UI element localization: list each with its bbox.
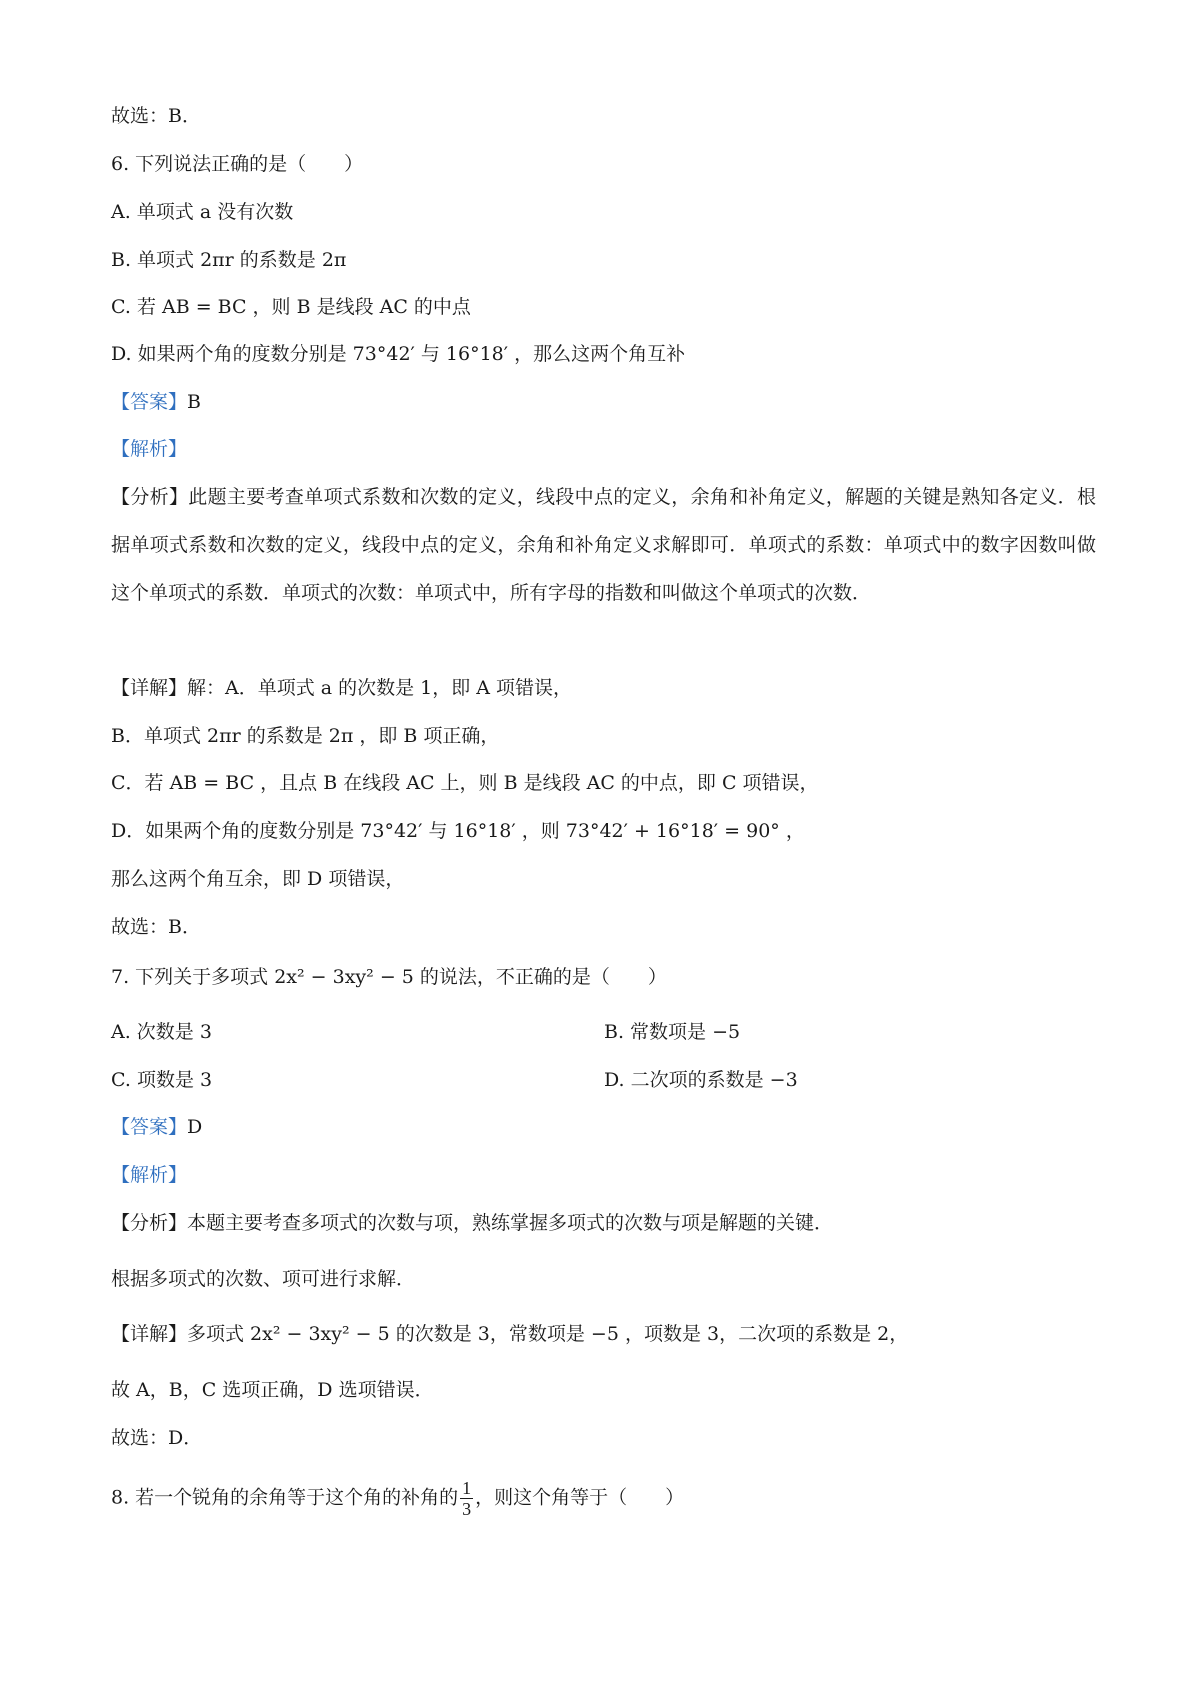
question-7-stem: 7. 下列关于多项式 2x² − 3xy² − 5 的说法，不正确的是（ ） — [111, 966, 667, 988]
question-8-stem — [111, 1478, 684, 1519]
question-8-text-pre: 8. 若一个锐角的余角等于这个角的补角的 — [111, 1486, 459, 1509]
question-6-option-a: A. 单项式 a 没有次数 — [111, 201, 294, 223]
question-6-answer — [111, 388, 201, 416]
question-7-option-d: D. 二次项的系数是 −3 — [604, 1069, 798, 1091]
question-6-stem: 6. 下列说法正确的是（ ） — [111, 153, 364, 175]
question-7-option-a: A. 次数是 3 — [111, 1021, 212, 1043]
answer-tag: 【答案】 — [111, 391, 188, 413]
question-7-option-b: B. 常数项是 −5 — [604, 1021, 741, 1043]
question-7-analysis-tag: 【解析】 — [111, 1164, 188, 1186]
question-7-detail: 【详解】多项式 2x² − 3xy² − 5 的次数是 3，常数项是 −5 ，项数是 3，二次项的系数是 2， — [111, 1323, 909, 1345]
question-6-detail-c: C．若 AB = BC ，且点 B 在线段 AC 上，则 B 是线段 AC 的中点，即 C 项错误， — [111, 772, 819, 794]
question-6-detail-d-cont: 那么这两个角互余，即 D 项错误， — [111, 868, 405, 890]
question-6-option-b: B. 单项式 2πr 的系数是 2π — [111, 249, 347, 271]
question-7-detail-cont: 故 A，B，C 选项正确，D 选项错误． — [111, 1379, 434, 1401]
fraction-one-third — [460, 1478, 473, 1519]
question-8-text-post: ，则这个角等于（ ） — [475, 1486, 685, 1509]
question-7-analysis-cont: 根据多项式的次数、项可进行求解． — [111, 1268, 416, 1290]
question-6-conclusion: 故选：B． — [111, 916, 201, 938]
question-6-analysis-tag: 【解析】 — [111, 438, 188, 460]
text-line: 故选：B． — [111, 105, 201, 127]
answer-value: B — [187, 391, 201, 413]
question-6-analysis: 【分析】此题主要考查单项式系数和次数的定义，线段中点的定义，余角和补角定义，解题的关键是熟知各定义．根据单项式系数和次数的定义，线段中点的定义，余角和补角定义求解即可．单项式的系数：单项式中的数字因数叫做这个单项式的系数．单项式的次数：单项式中，所有字母的指数和叫做这个单项式的次数． — [111, 486, 1096, 604]
question-7-conclusion: 故选：D． — [111, 1427, 203, 1449]
question-7-option-c: C. 项数是 3 — [111, 1069, 213, 1091]
question-6-detail-d: D．如果两个角的度数分别是 73°42′ 与 16°18′ ，则 73°42′ + 16°18′ = 90° ， — [111, 820, 805, 842]
question-6-option-c: C. 若 AB = BC ，则 B 是线段 AC 的中点 — [111, 296, 471, 318]
answer-tag: 【答案】 — [111, 1116, 188, 1138]
question-6-option-d: D. 如果两个角的度数分别是 73°42′ 与 16°18′ ，那么这两个角互补 — [111, 343, 686, 365]
question-7-answer — [111, 1113, 202, 1141]
question-6-detail: 【详解】解：A．单项式 a 的次数是 1，即 A 项错误， — [111, 677, 573, 699]
answer-value: D — [187, 1116, 203, 1138]
question-7-analysis: 【分析】本题主要考查多项式的次数与项，熟练掌握多项式的次数与项是解题的关键． — [111, 1212, 834, 1234]
fraction-denominator: 3 — [462, 1499, 472, 1519]
fraction-numerator: 1 — [462, 1478, 472, 1498]
question-6-detail-b: B．单项式 2πr 的系数是 2π ，即 B 项正确， — [111, 725, 500, 747]
